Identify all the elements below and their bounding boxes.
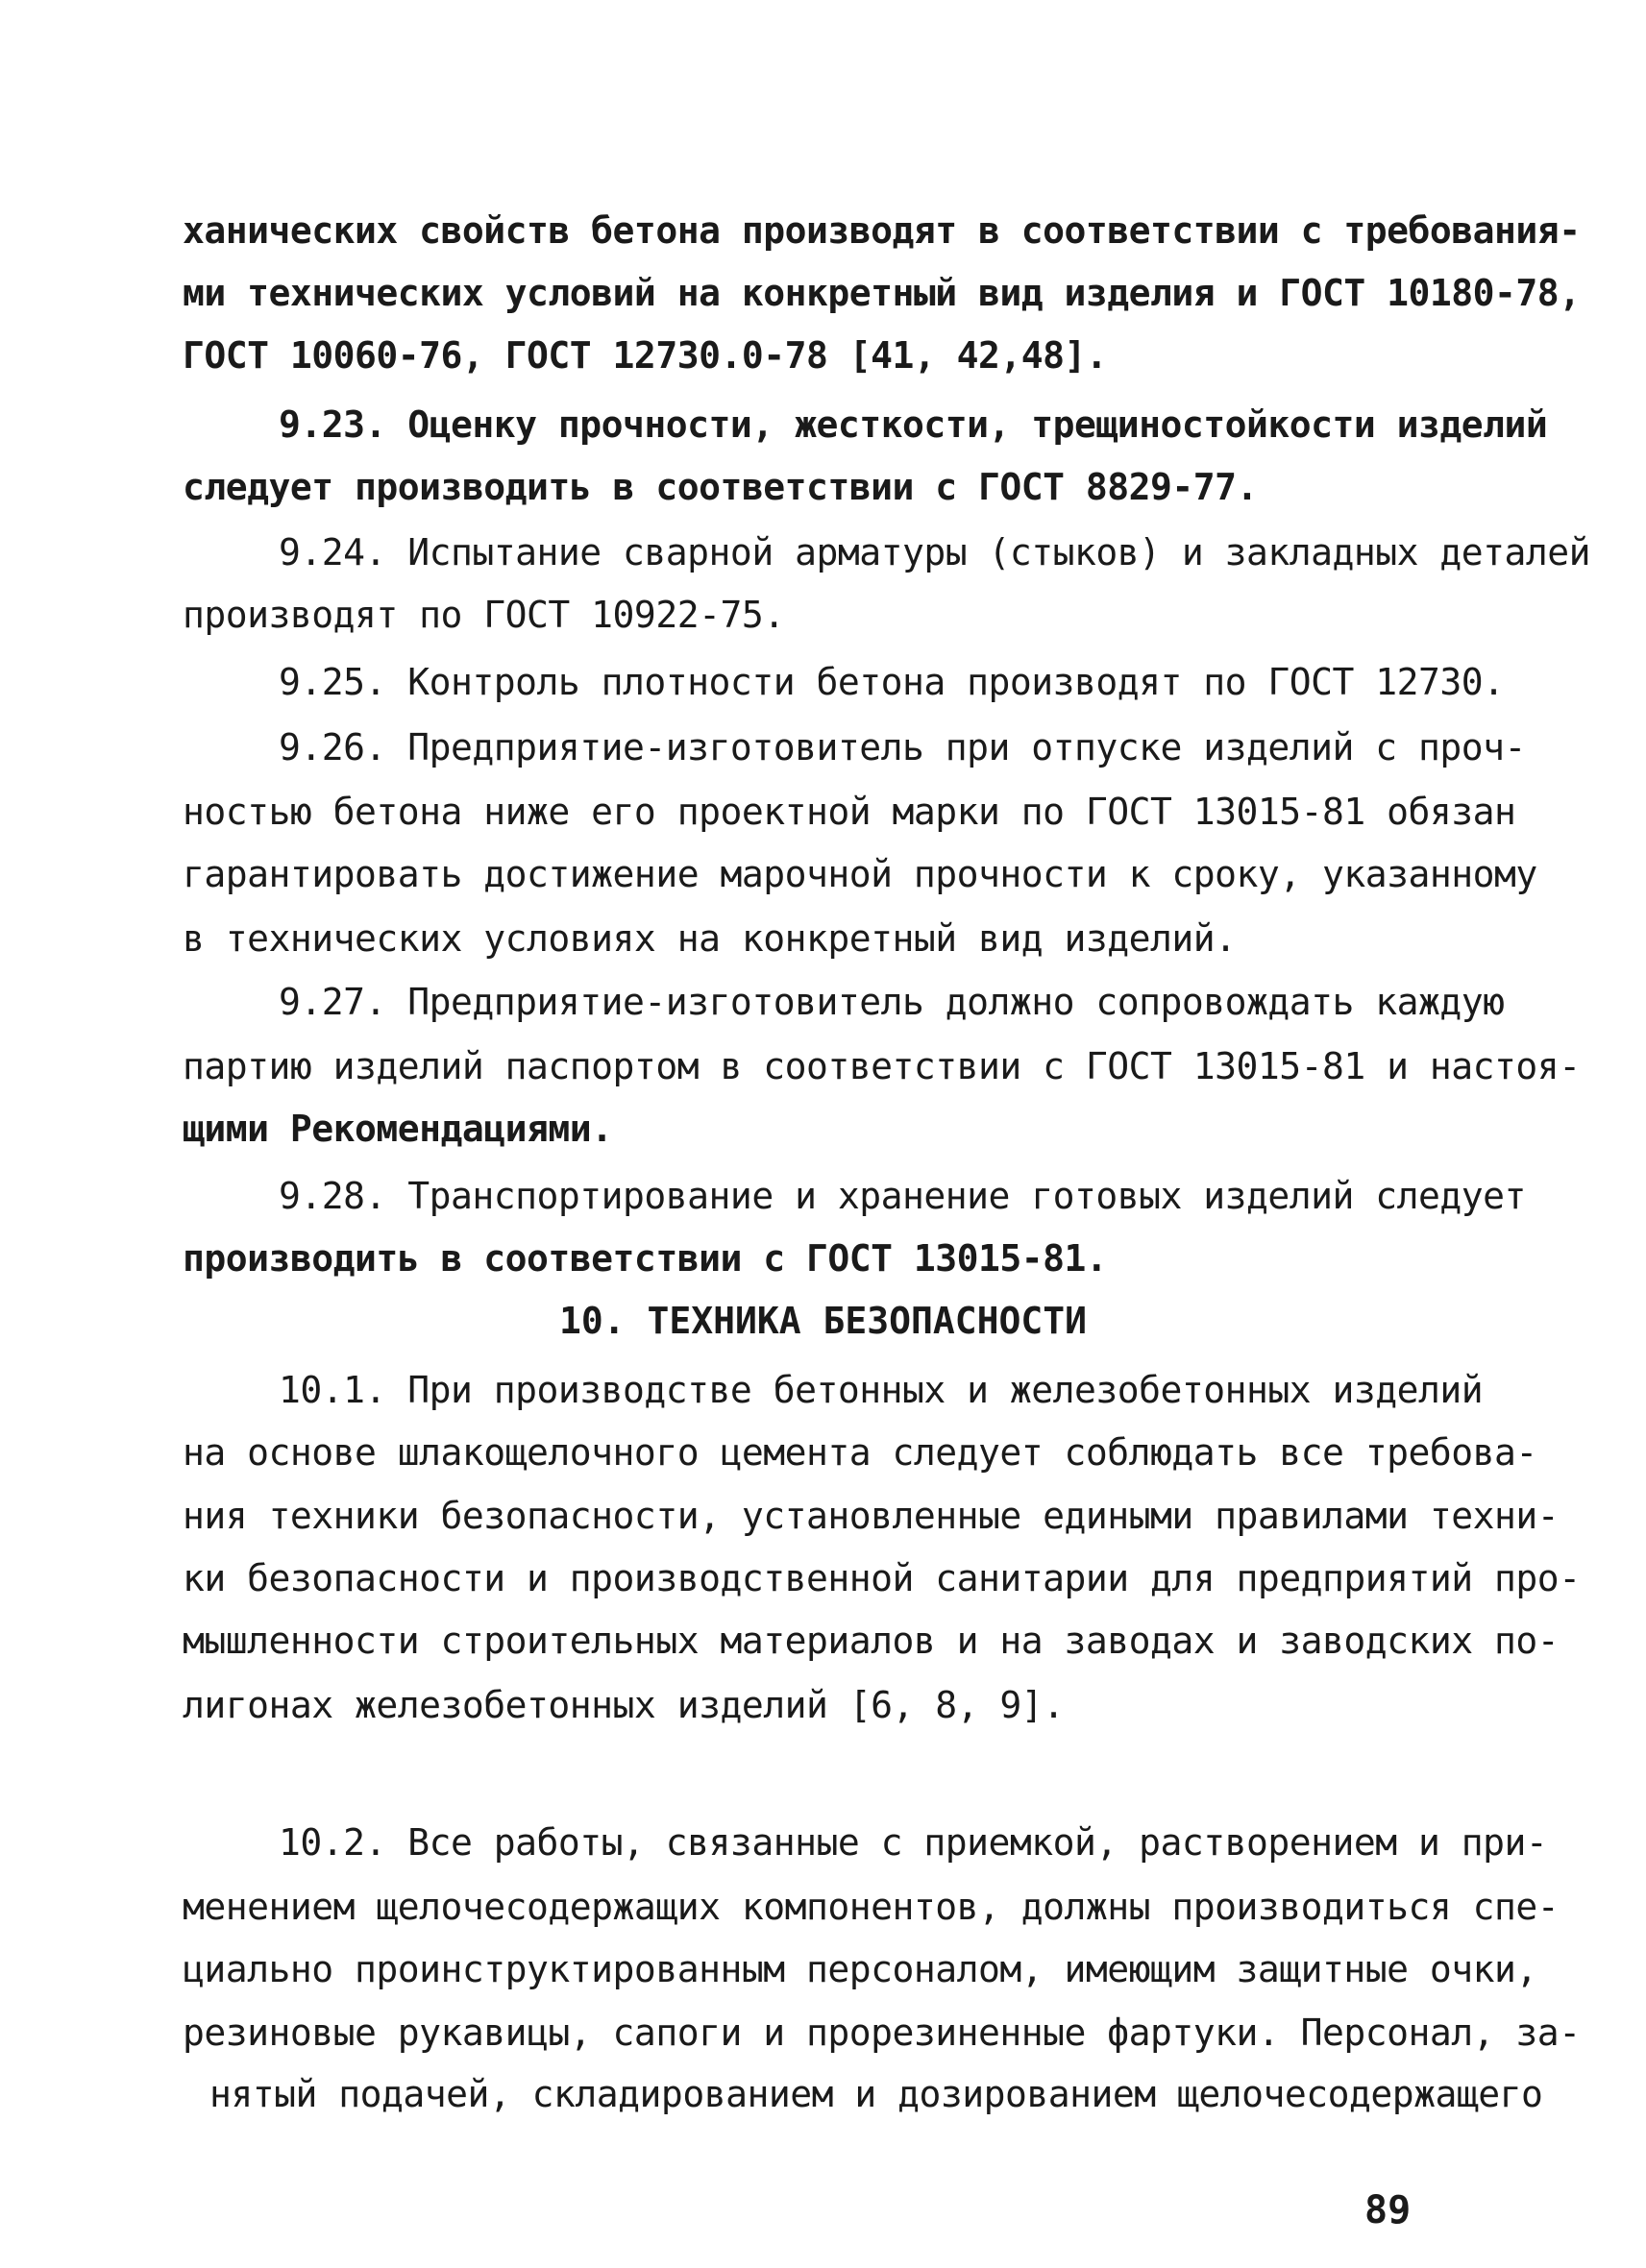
text-line: 9.27. Предприятие-изготовитель должно сопровождать каждую bbox=[279, 981, 1505, 1023]
text-line: гарантировать достижение марочной прочности к сроку, указанному bbox=[183, 853, 1537, 895]
text-line: лигонах железобетонных изделий [6, 8, 9]. bbox=[183, 1684, 1065, 1726]
section-heading: 10. ТЕХНИКА БЕЗОПАСНОСТИ bbox=[558, 1300, 1088, 1342]
text-line: ми технических условий на конкретный вид изделия и ГОСТ 10180-78, bbox=[183, 272, 1581, 314]
text-line: в технических условиях на конкретный вид изделий. bbox=[183, 917, 1237, 960]
text-line: 9.23. Оценку прочности, жесткости, трещиностойкости изделий bbox=[279, 403, 1548, 446]
text-line: циально проинструктированным персоналом, имеющим защитные очки, bbox=[183, 1948, 1537, 1990]
text-line: производят по ГОСТ 10922-75. bbox=[183, 594, 785, 636]
text-line: ки безопасности и производственной санитарии для предприятий про- bbox=[183, 1557, 1581, 1599]
text-line: мышленности строительных материалов и на заводах и заводских по- bbox=[183, 1620, 1560, 1662]
text-line: следует производить в соответствии с ГОСТ 8829-77. bbox=[183, 466, 1258, 508]
text-line: менением щелочесодержащих компонентов, должны производиться спе- bbox=[183, 1886, 1560, 1928]
text-line: резиновые рукавицы, сапоги и прорезиненные фартуки. Персонал, за- bbox=[183, 2012, 1581, 2054]
text-line: 10.1. При производстве бетонных и железобетонных изделий bbox=[279, 1369, 1484, 1411]
text-line: 9.28. Транспортирование и хранение готовых изделий следует bbox=[279, 1175, 1526, 1217]
page-number: 89 bbox=[1364, 2188, 1412, 2232]
text-line: ГОСТ 10060-76, ГОСТ 12730.0-78 [41, 42,48]. bbox=[183, 334, 1108, 377]
text-line: 9.25. Контроль плотности бетона производят по ГОСТ 12730. bbox=[279, 661, 1505, 703]
text-line: партию изделий паспортом в соответствии с ГОСТ 13015-81 и настоя- bbox=[183, 1045, 1581, 1087]
text-line: на основе шлакощелочного цемента следует соблюдать все требова- bbox=[183, 1431, 1537, 1474]
text-line: нятый подачей, складированием и дозированием щелочесодержащего bbox=[209, 2073, 1543, 2115]
text-line: ханических свойств бетона производят в соответствии с требования- bbox=[183, 209, 1581, 252]
text-line: 9.24. Испытание сварной арматуры (стыков) и закладных деталей bbox=[279, 531, 1591, 573]
text-line: 10.2. Все работы, связанные с приемкой, растворением и при- bbox=[279, 1821, 1548, 1864]
text-line: производить в соответствии с ГОСТ 13015-81. bbox=[183, 1237, 1108, 1280]
text-line: ния техники безопасности, установленные едиными правилами техни- bbox=[183, 1495, 1560, 1537]
text-line: 9.26. Предприятие-изготовитель при отпуске изделий с проч- bbox=[279, 726, 1526, 768]
text-line: ностью бетона ниже его проектной марки по ГОСТ 13015-81 обязан bbox=[183, 791, 1516, 833]
text-line: щими Рекомендациями. bbox=[183, 1108, 613, 1150]
